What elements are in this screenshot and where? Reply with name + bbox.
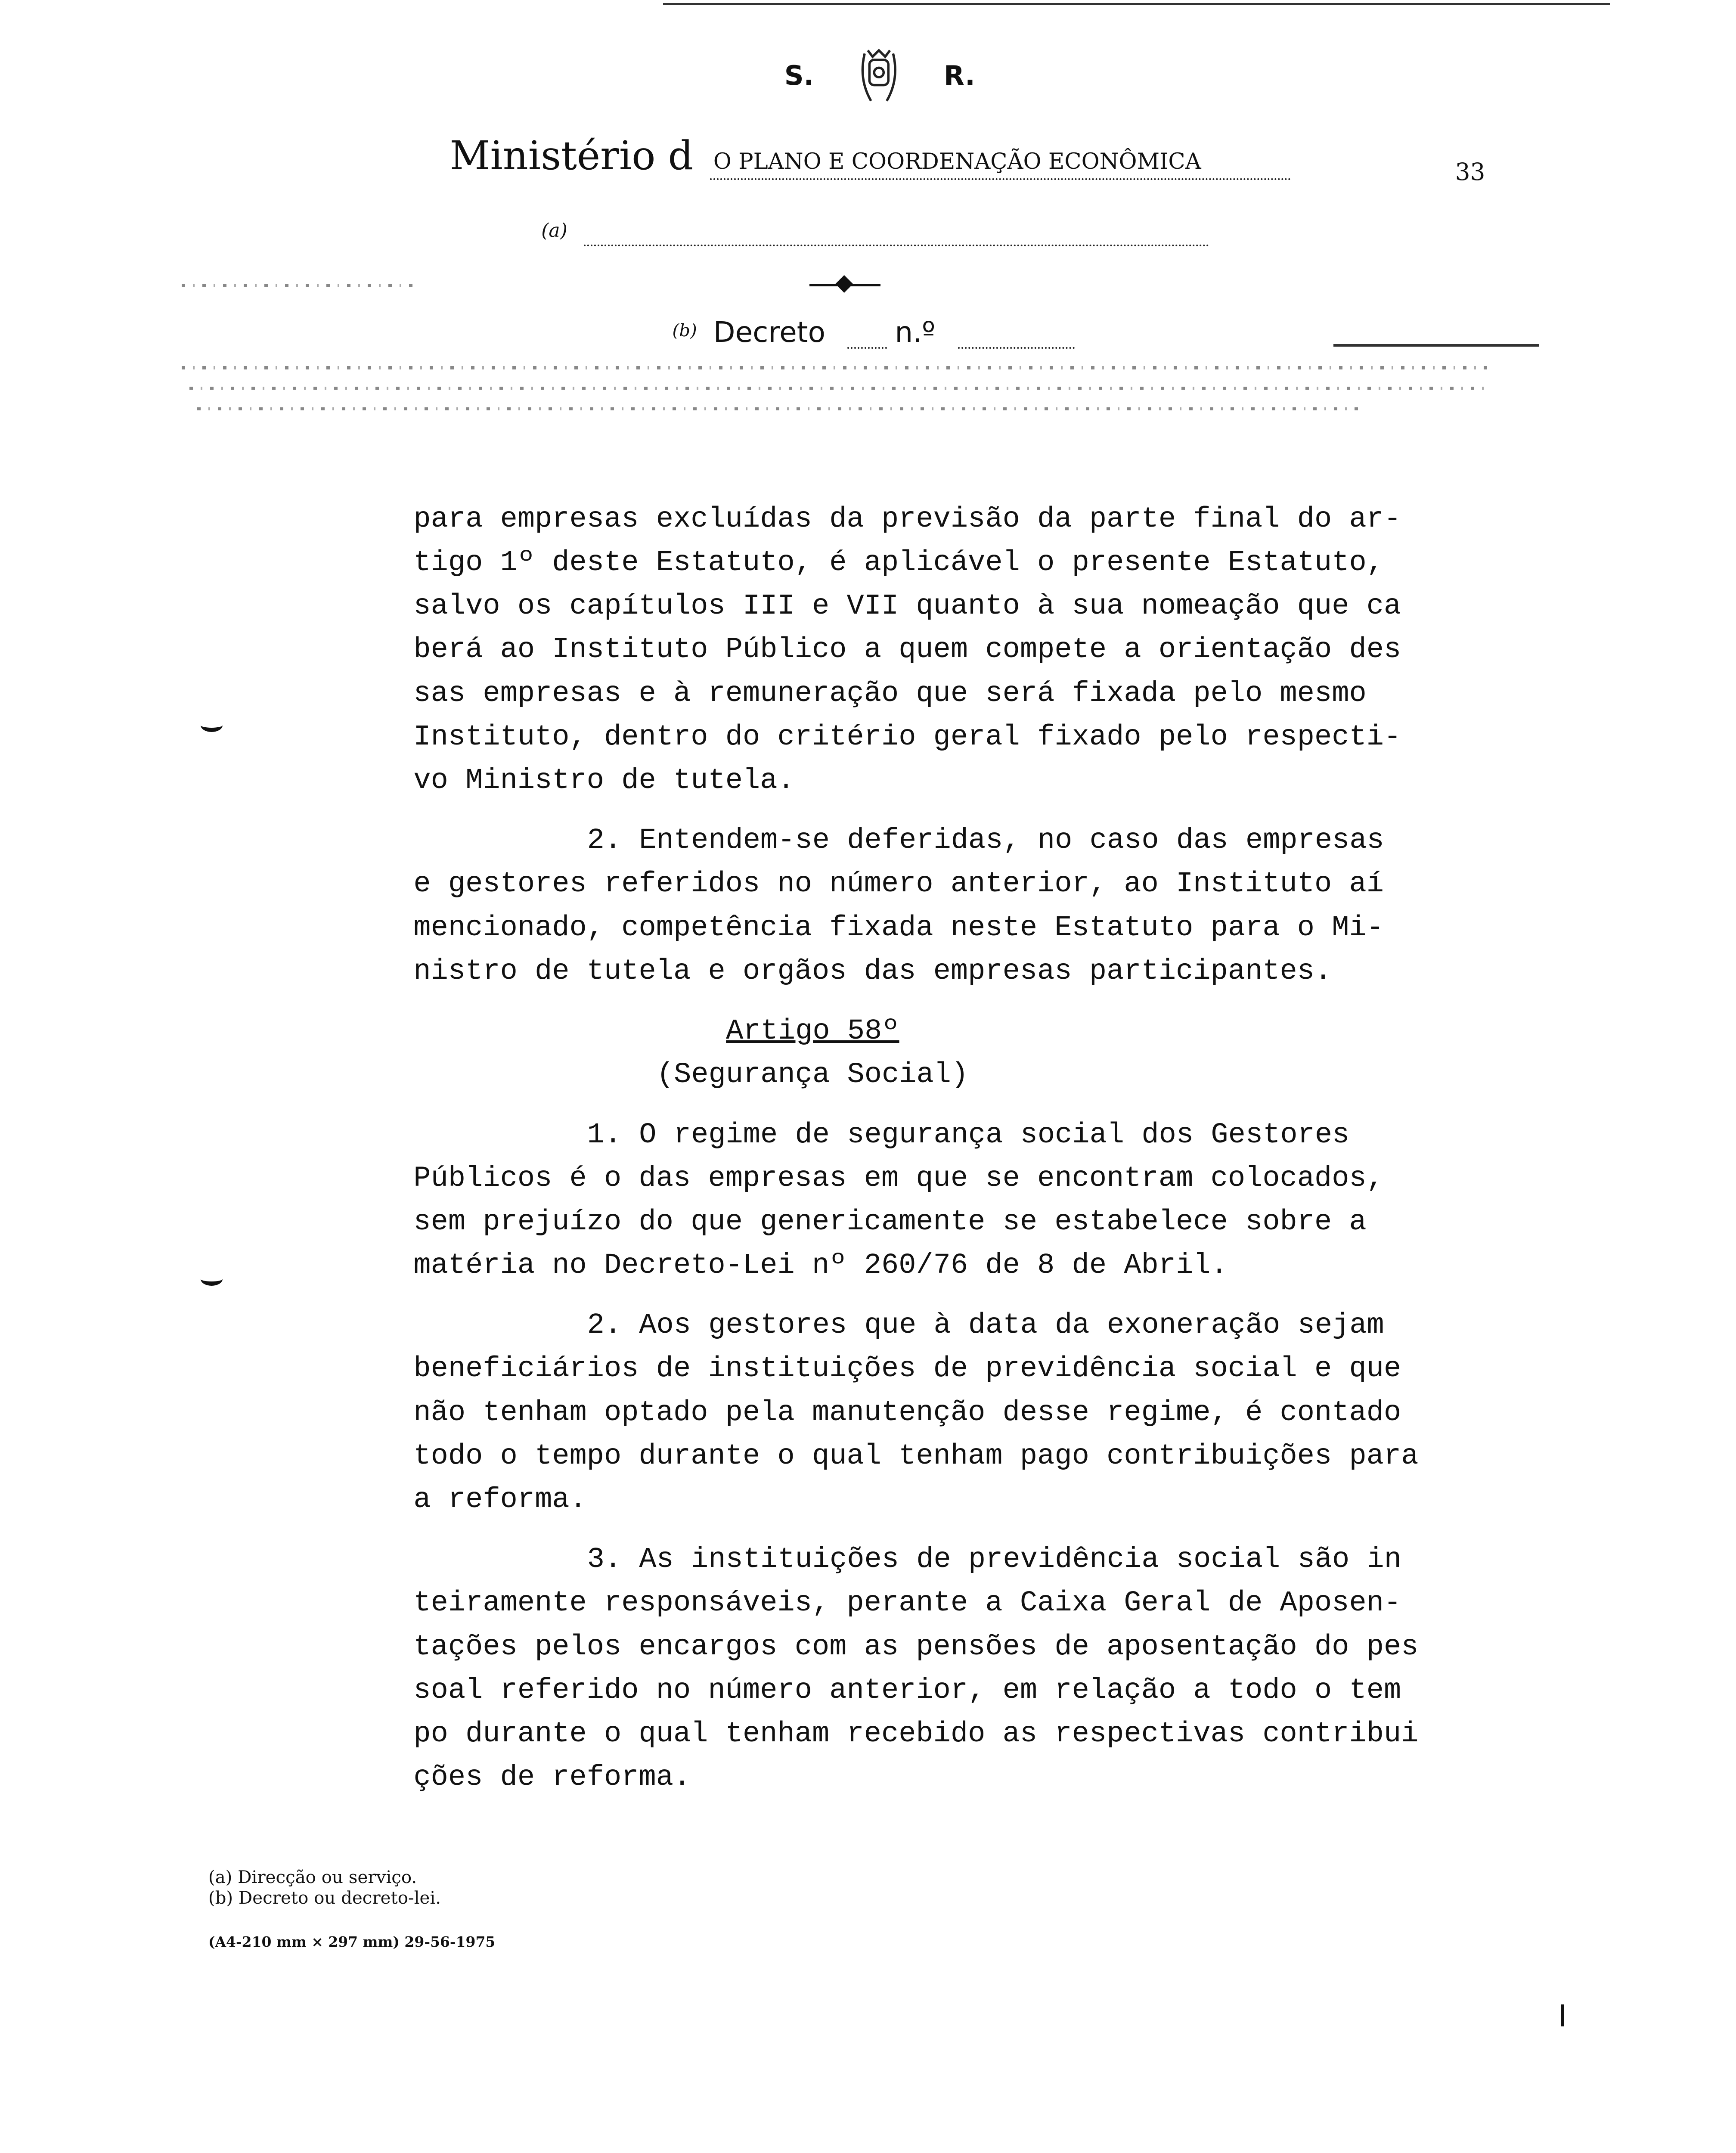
body-line: não tenham optado pela manutenção desse regime, é contado [413, 1396, 1401, 1429]
body-line: a reforma. [413, 1483, 587, 1516]
decree-number-dotted-line[interactable] [958, 347, 1075, 349]
field-a-dotted-line[interactable] [584, 245, 1209, 246]
body-line: teiramente responsáveis, perante a Caixa Geral de Aposen- [413, 1587, 1401, 1620]
rule-right [1333, 344, 1539, 346]
body-line: Públicos é o das empresas em que se encontram colocados, [413, 1162, 1384, 1195]
body-line: e gestores referidos no número anterior, ao Instituto aí [413, 868, 1384, 901]
header-letter-s: S. [784, 60, 814, 92]
body-line: (Segurança Social) [656, 1058, 969, 1092]
body-line: todo o tempo durante o qual tenham pago contribuições para [413, 1439, 1419, 1473]
body-line: sem prejuízo do que genericamente se estabelece sobre a [413, 1205, 1367, 1238]
footnote-b: (b) Decreto ou decreto-lei. [208, 1887, 441, 1908]
scan-noise [182, 284, 418, 287]
margin-mark [1561, 2004, 1564, 2026]
body-line: Instituto, dentro do critério geral fixado pelo respecti- [413, 720, 1401, 754]
ornament-diamond-icon [835, 275, 853, 293]
body-line: 2. Entendem-se deferidas, no caso das empresas [587, 824, 1384, 857]
coat-of-arms-icon [843, 41, 915, 110]
ministry-name: O PLANO E COORDENAÇÃO ECONÔMICA [713, 148, 1201, 174]
field-b-label: (b) [672, 320, 697, 341]
body-line: mencionado, competência fixada neste Estatuto para o Mi- [413, 911, 1384, 944]
header-letter-r: R. [943, 60, 975, 92]
body-line: 3. As instituições de previdência social são in [587, 1543, 1402, 1576]
page-number: 33 [1455, 158, 1485, 186]
field-a-label: (a) [541, 219, 567, 242]
form-info: (A4-210 mm × 297 mm) 29-56-1975 [208, 1933, 496, 1951]
decree-type-dotted-line[interactable] [847, 347, 887, 349]
ministry-dotted-line [710, 178, 1291, 180]
scan-noise [189, 387, 1484, 390]
scan-noise [182, 366, 1491, 369]
body-line: matéria no Decreto-Lei nº 260/76 de 8 de Abril. [413, 1249, 1228, 1282]
body-line: tações pelos encargos com as pensões de aposentação do pes [413, 1630, 1419, 1663]
body-line: salvo os capítulos III e VII quanto à sua nomeação que ca [413, 590, 1401, 623]
scan-noise [197, 407, 1365, 410]
binding-hole-mark [201, 1272, 223, 1286]
body-line: berá ao Instituto Público a quem compete a orientação des [413, 633, 1401, 667]
article-heading: Artigo 58º [726, 1015, 899, 1048]
body-line: para empresas excluídas da previsão da parte final do ar- [413, 503, 1401, 536]
body-line: soal referido no número anterior, em relação a todo o tem [413, 1674, 1401, 1707]
body-line: ções de reforma. [413, 1761, 691, 1794]
decree-label: Decreto [713, 316, 825, 349]
body-line: 2. Aos gestores que à data da exoneração sejam [587, 1309, 1384, 1342]
body-line: 1. O regime de segurança social dos Gestores [587, 1118, 1350, 1151]
footnote-a: (a) Direcção ou serviço. [208, 1867, 417, 1888]
body-line: tigo 1º deste Estatuto, é aplicável o presente Estatuto, [413, 546, 1384, 580]
top-edge-line [663, 3, 1610, 5]
body-line: beneficiários de instituições de previdência social e que [413, 1353, 1401, 1386]
body-line: sas empresas e à remuneração que será fixada pelo mesmo [413, 677, 1367, 710]
number-label: n.º [895, 316, 936, 349]
body-line: nistro de tutela e orgãos das empresas participantes. [413, 955, 1332, 988]
binding-hole-mark [201, 718, 223, 732]
body-line: po durante o qual tenham recebido as respectivas contribui [413, 1717, 1419, 1750]
body-line: vo Ministro de tutela. [413, 764, 795, 797]
ministry-prefix: Ministério d [450, 132, 694, 179]
